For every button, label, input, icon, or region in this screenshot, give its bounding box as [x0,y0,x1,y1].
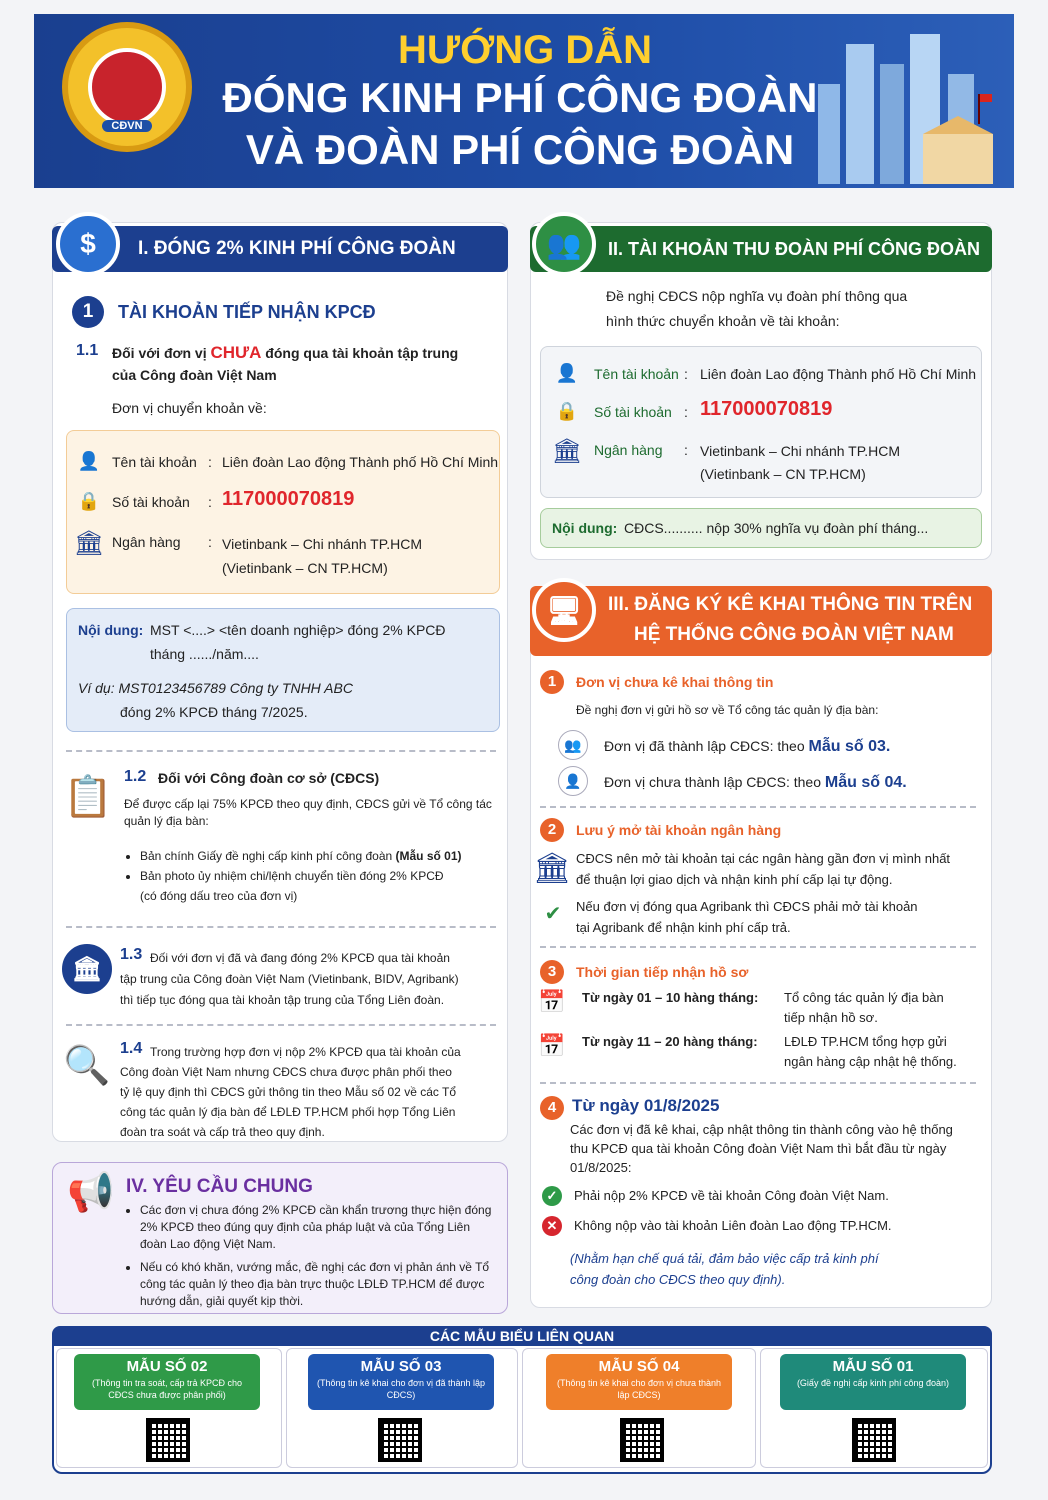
example-line-2: đóng 2% KPCĐ tháng 7/2025. [120,704,308,720]
label-account-name: Tên tài khoản [112,454,197,470]
label-account-number: Số tài khoản [594,404,672,420]
form-02-label[interactable]: MẪU SỐ 02 (Thông tin tra soát, cấp trả KPCĐ cho CĐCS chưa được phân phối) [74,1354,260,1410]
step-4-ok: Phải nộp 2% KPCĐ về tài khoản Công đoàn Việt Nam. [574,1188,889,1203]
example-line-1: Ví dụ: MST0123456789 Công ty TNHH ABC [78,680,353,696]
banner-title-3: VÀ ĐOÀN PHÍ CÔNG ĐOÀN [245,126,795,173]
step-3-b-label: Từ ngày 11 – 20 hàng tháng: [582,1034,758,1049]
label-account-number: Số tài khoản [112,494,190,510]
person-icon: 👤 [555,362,579,383]
content-label: Nội dung: [552,520,618,536]
section-2-intro: Đề nghị CĐCS nộp nghĩa vụ đoàn phí thông qua hình thức chuyển khoản về tài khoản: [606,288,908,329]
step-1-title: Đơn vị chưa kê khai thông tin [576,674,774,690]
colon: : [208,454,212,470]
value-account-number: 117000070819 [700,398,833,420]
error-x-icon: ✕ [542,1216,562,1236]
bank-icon: 🏛 [532,851,572,885]
step-3-a-value: Tổ công tác quản lý địa bàn tiếp nhận hồ sơ. [784,990,944,1025]
qr-code[interactable] [146,1418,190,1462]
p13-number: 1.3 [120,946,143,963]
calendar-icon: 📅 [538,989,566,1014]
qr-code[interactable] [378,1418,422,1462]
step-2-a: CĐCS nên mở tài khoản tại các ngân hàng gần đơn vị mình nhất để thuận lợi giao dịch và nhận kinh phí cấp lại tự động. [576,851,951,887]
banner-title-2: ĐÓNG KINH PHÍ CÔNG ĐOÀN [222,74,818,121]
form-03-label[interactable]: MẪU SỐ 03 (Thông tin kê khai cho đơn vị đã thành lập CĐCS) [308,1354,494,1410]
p12-number: 1.2 [124,768,147,785]
p12-desc: Để được cấp lại 75% KPCĐ theo quy định, CĐCS gửi về Tổ công tác quản lý địa bàn: [124,797,492,828]
step-1-b: Đơn vị chưa thành lập CĐCS: theo Mẫu số 04. [604,774,907,791]
p13-text: Đối với đơn vị đã và đang đóng 2% KPCĐ qua tài khoản tập trung của Công đoàn Việt Nam (Vietinbank, BIDV, Agribank) thì tiếp tục đóng qua tài khoản tập trung của Tổng Liên đoàn. [120,951,459,1007]
step-4-desc: Các đơn vị đã kê khai, cập nhật thông tin thành công vào hệ thống thu KPCĐ qua tài khoản Công đoàn Việt Nam thì bắt đầu từ ngày 01/8/2025: [570,1122,953,1175]
document-search-icon: 🔍 [63,1045,111,1087]
colon: : [684,404,688,420]
list-item: • Bản photo ủy nhiệm chi/lệnh chuyển tiền đóng 2% KPCĐ (có đóng dấu treo của đơn vị) [140,866,504,906]
list-item: • Các đơn vị chưa đóng 2% KPCĐ cần khẩn trương thực hiện đóng 2% KPCĐ theo đúng quy định của pháp luật và của Tổng Liên đoàn Lao động Việt Nam. [140,1202,500,1253]
group-icon: 👥 [558,730,588,760]
step-3: 3 [540,960,564,984]
section-2-header: II. TÀI KHOẢN THU ĐOÀN PHÍ CÔNG ĐOÀN [530,226,992,272]
divider [540,806,976,808]
bank-icon: 🏛 [551,437,583,465]
step-2-b: Nếu đơn vị đóng qua Agribank thì CĐCS phải mở tài khoản tại Agribank để nhận kinh phí cấp trả. [576,899,918,935]
person-icon: 👤 [77,450,101,471]
step-4: 4 [540,1096,564,1120]
section-4-list [124,1202,500,1310]
section-1-header: I. ĐÓNG 2% KINH PHÍ CÔNG ĐOÀN (KPCĐ) [52,226,508,272]
list-item: • Nếu có khó khăn, vướng mắc, đề nghị các đơn vị phản ánh về Tổ công tác quản lý theo địa bàn trực thuộc LĐLĐ TP.HCM để được hướng dẫn, giải quyết kịp thời. [140,1259,500,1310]
divider [66,926,496,928]
step-4-note: (Nhằm hạn chế quá tải, đảm bảo việc cấp trả kinh phí công đoàn cho CĐCS theo quy định). [570,1251,879,1287]
form-01-label[interactable]: MẪU SỐ 01 (Giấy đề nghị cấp kinh phí công đoàn) [780,1354,966,1410]
section-4-title: IV. YÊU CẦU CHUNG [126,1176,313,1197]
step-number-1: 1 [72,296,104,328]
p11-text: Đối với đơn vị CHƯA đóng qua tài khoản tập trung của Công đoàn Việt Nam [112,343,459,383]
step-2: 2 [540,818,564,842]
check-icon: ✔ [544,902,562,925]
label-bank: Ngân hàng [594,442,663,458]
step-1-a: Đơn vị đã thành lập CĐCS: theo Mẫu số 03. [604,738,891,755]
logo-text: CĐVN [102,120,152,132]
p11-number: 1.1 [76,342,99,359]
p14-number: 1.4 [120,1040,143,1057]
bank-icon: 🏛 [73,529,105,557]
label-bank: Ngân hàng [112,534,181,550]
colon: : [208,494,212,510]
p12-list [124,846,504,906]
colon: : [684,442,688,458]
money-hand-icon: $ [56,212,120,276]
step-1-desc: Đề nghị đơn vị gửi hồ sơ về Tổ công tác quản lý địa bàn: [576,703,879,717]
transfer-label: Đơn vị chuyển khoản về: [112,400,267,416]
value-account-name: Liên đoàn Lao động Thành phố Hồ Chí Minh [700,366,977,382]
section-3-title-1: III. ĐĂNG KÝ KÊ KHAI THÔNG TIN TRÊN [608,594,973,615]
clipboard-icon: 📋 [63,774,113,819]
forms-title: CÁC MẪU BIỂU LIÊN QUAN [429,1328,615,1344]
banner-title-1: HƯỚNG DẪN [398,28,652,72]
content-line-2: tháng ....../năm.... [150,646,259,662]
list-item: • Bản chính Giấy đề nghị cấp kinh phí công đoàn (Mẫu số 01) [140,846,504,866]
qr-code[interactable] [620,1418,664,1462]
colon: : [684,366,688,382]
colon: : [208,534,212,550]
computer-icon: 🖥 [532,578,596,642]
person-icon: 👤 [558,766,588,796]
value-account-name: Liên đoàn Lao động Thành phố Hồ Chí Minh [222,454,499,470]
success-check-icon: ✓ [542,1186,562,1206]
megaphone-icon: 📢 [67,1172,115,1214]
content-label: Nội dung: [78,622,144,638]
people-icon: 👥 [532,212,596,276]
city-skyline-image [808,24,1008,184]
step-2-title: Lưu ý mở tài khoản ngân hàng [576,822,782,838]
step-4-title: Từ ngày 01/8/2025 [572,1096,720,1115]
value-account-number: 117000070819 [222,488,355,510]
p14-text: Trong trường hợp đơn vị nộp 2% KPCĐ qua tài khoản của Công đoàn Việt Nam nhưng CĐCS chưa được phân phối theo tỷ lệ quy định thì CĐCS gửi thông tin theo Mẫu số 02 về các Tổ công tác quản lý địa bàn để LĐLĐ TP.HCM phối hợp Tổng Liên đoàn tra soát và cấp trả theo quy định. [120,1045,461,1139]
form-04-label[interactable]: MẪU SỐ 04 (Thông tin kê khai cho đơn vị chưa thành lập CĐCS) [546,1354,732,1410]
safe-icon: 🔒 [555,400,579,421]
value-bank: Vietinbank – Chi nhánh TP.HCM (Vietinbank – CN TP.HCM) [222,536,423,576]
label-account-name: Tên tài khoản [594,366,679,382]
step-3-title: Thời gian tiếp nhận hồ sơ [576,964,749,980]
calendar-icon: 📅 [538,1033,566,1058]
divider [66,1024,496,1026]
qr-code[interactable] [852,1418,896,1462]
step-1: 1 [540,670,564,694]
section-3-title-2: HỆ THỐNG CÔNG ĐOÀN VIỆT NAM [634,624,954,645]
union-logo [62,22,192,152]
safe-icon: 🔒 [77,490,101,511]
step-3-a-label: Từ ngày 01 – 10 hàng tháng: [582,990,759,1005]
divider [540,946,976,948]
subtitle-account: TÀI KHOẢN TIẾP NHẬN KPCĐ [118,302,376,322]
content-text: CĐCS.......... nộp 30% nghĩa vụ đoàn phí tháng... [624,520,929,536]
bank-circle-icon: 🏛 [62,944,112,994]
divider [66,750,496,752]
content-line-1: MST <....> <tên doanh nghiệp> đóng 2% KPCĐ [150,622,446,638]
value-bank: Vietinbank – Chi nhánh TP.HCM (Vietinbank – CN TP.HCM) [700,443,901,482]
step-3-b-value: LĐLĐ TP.HCM tổng hợp gửi ngân hàng cập nhật hệ thống. [784,1034,957,1069]
divider [540,1082,976,1084]
step-4-no: Không nộp vào tài khoản Liên đoàn Lao động TP.HCM. [574,1218,892,1233]
p12-title: Đối với Công đoàn cơ sở (CĐCS) [158,770,380,786]
